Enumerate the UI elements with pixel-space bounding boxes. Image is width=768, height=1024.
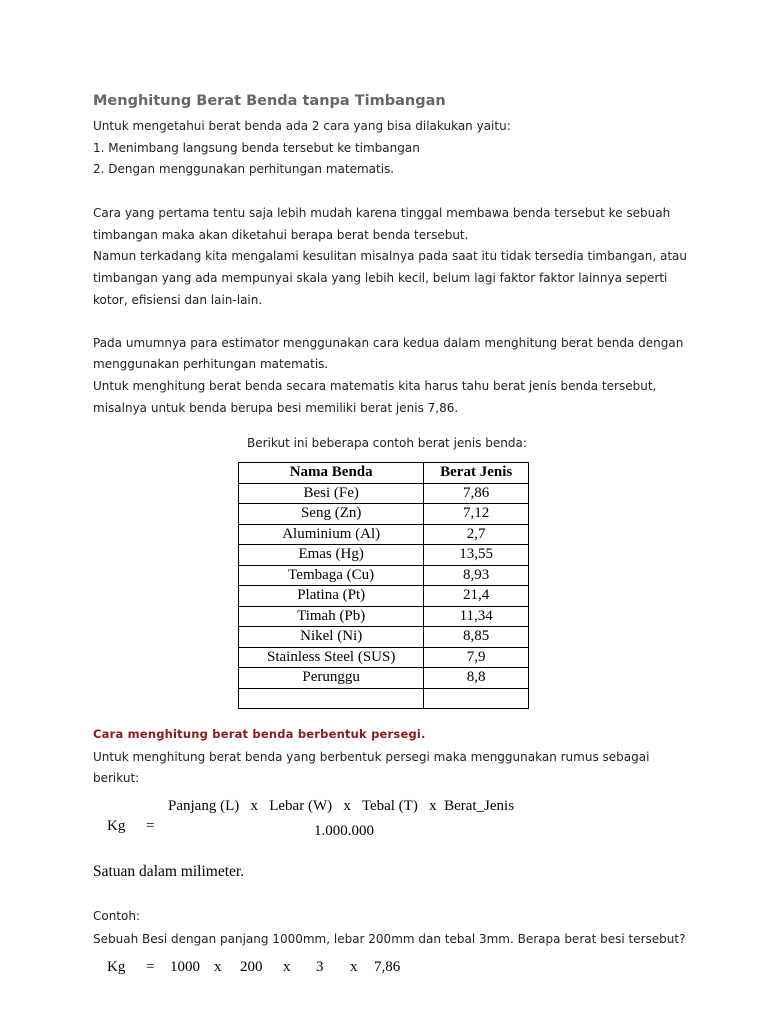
example-equals: = [146,959,155,975]
material-name: Perunggu [239,668,424,689]
example-term: 3 [316,959,324,975]
formula-denominator: 1.000.000 [314,823,374,839]
specific-weight: 7,9 [424,647,529,668]
specific-weight: 11,34 [424,606,529,627]
material-name: Nikel (Ni) [239,627,424,648]
table-row [239,586,529,607]
table-row [239,545,529,566]
list-item: 1. Menimbang langsung benda tersebut ke timbangan [93,141,420,155]
paragraph-line: timbangan yang ada mempunyai skala yang lebih kecil, belum lagi faktor faktor lainnya seperti [93,271,668,285]
example-question: Sebuah Besi dengan panjang 1000mm, lebar 200mm dan tebal 3mm. Berapa berat besi tersebut? [93,932,686,946]
specific-weight: 21,4 [424,586,529,607]
paragraph-line: timbangan maka akan diketahui berapa berat benda tersebut. [93,228,469,242]
example-term: 1000 [170,959,200,975]
material-name: Stainless Steel (SUS) [239,647,424,668]
material-name: Emas (Hg) [239,545,424,566]
paragraph-line: kotor, efisiensi dan lain-lain. [93,293,263,307]
paragraph-line: menggunakan perhitungan matematis. [93,357,329,371]
table-header-row [239,463,529,484]
material-name: Tembaga (Cu) [239,565,424,586]
paragraph-line: Namun terkadang kita mengalami kesulitan misalnya pada saat itu tidak tersedia timbangan, atau [93,249,688,263]
example-lhs: Kg [107,959,126,975]
section-heading: Cara menghitung berat benda berbentuk persegi. [93,727,426,741]
page-title: Menghitung Berat Benda tanpa Timbangan [93,93,446,109]
paragraph-line: Untuk mengetahui berat benda ada 2 cara yang bisa dilakukan yaitu: [93,119,511,133]
material-name: Seng (Zn) [239,504,424,525]
material-name: Besi (Fe) [239,483,424,504]
table-row [239,627,529,648]
paragraph-line: Untuk menghitung berat benda secara matematis kita harus tahu berat jenis benda tersebut, [93,379,657,393]
table-row-empty [239,688,529,709]
table-row [239,565,529,586]
material-name: Aluminium (Al) [239,524,424,545]
paragraph-line: Untuk menghitung berat benda yang berbentuk persegi maka menggunakan rumus sebagai [93,750,650,764]
material-name [239,688,424,709]
example-operator: x [283,959,291,975]
table-row [239,668,529,689]
table-row [239,647,529,668]
paragraph-line: Cara yang pertama tentu saja lebih mudah karena tinggal membawa benda tersebut ke sebuah [93,206,671,220]
table-caption: Berikut ini beberapa contoh berat jenis benda: [247,436,527,450]
formula-lhs: Kg [107,818,126,834]
specific-weight-table [238,462,529,709]
specific-weight: 7,86 [424,483,529,504]
table-row [239,606,529,627]
formula-numerator: Panjang (L) x Lebar (W) x Tebal (T) x Berat_Jenis [168,798,515,814]
example-operator: x [214,959,222,975]
table-row [239,524,529,545]
example-label: Contoh: [93,909,141,923]
example-term: 7,86 [374,959,401,975]
column-header: Berat Jenis [424,463,529,484]
material-name: Timah (Pb) [239,606,424,627]
paragraph-line: Pada umumnya para estimator menggunakan cara kedua dalam menghitung berat benda dengan [93,336,684,350]
specific-weight [424,688,529,709]
list-item: 2. Dengan menggunakan perhitungan matematis. [93,162,395,176]
specific-weight: 8,8 [424,668,529,689]
formula-equals: = [146,818,155,834]
specific-weight: 7,12 [424,504,529,525]
column-header: Nama Benda [239,463,424,484]
specific-weight: 13,55 [424,545,529,566]
specific-weight: 2,7 [424,524,529,545]
example-term: 200 [240,959,263,975]
material-name: Platina (Pt) [239,586,424,607]
paragraph-line: berikut: [93,771,140,785]
example-operator: x [350,959,358,975]
units-note: Satuan dalam milimeter. [93,863,245,880]
table-row [239,483,529,504]
paragraph-line: misalnya untuk benda berupa besi memiliki berat jenis 7,86. [93,401,459,415]
specific-weight: 8,93 [424,565,529,586]
specific-weight: 8,85 [424,627,529,648]
table-row [239,504,529,525]
